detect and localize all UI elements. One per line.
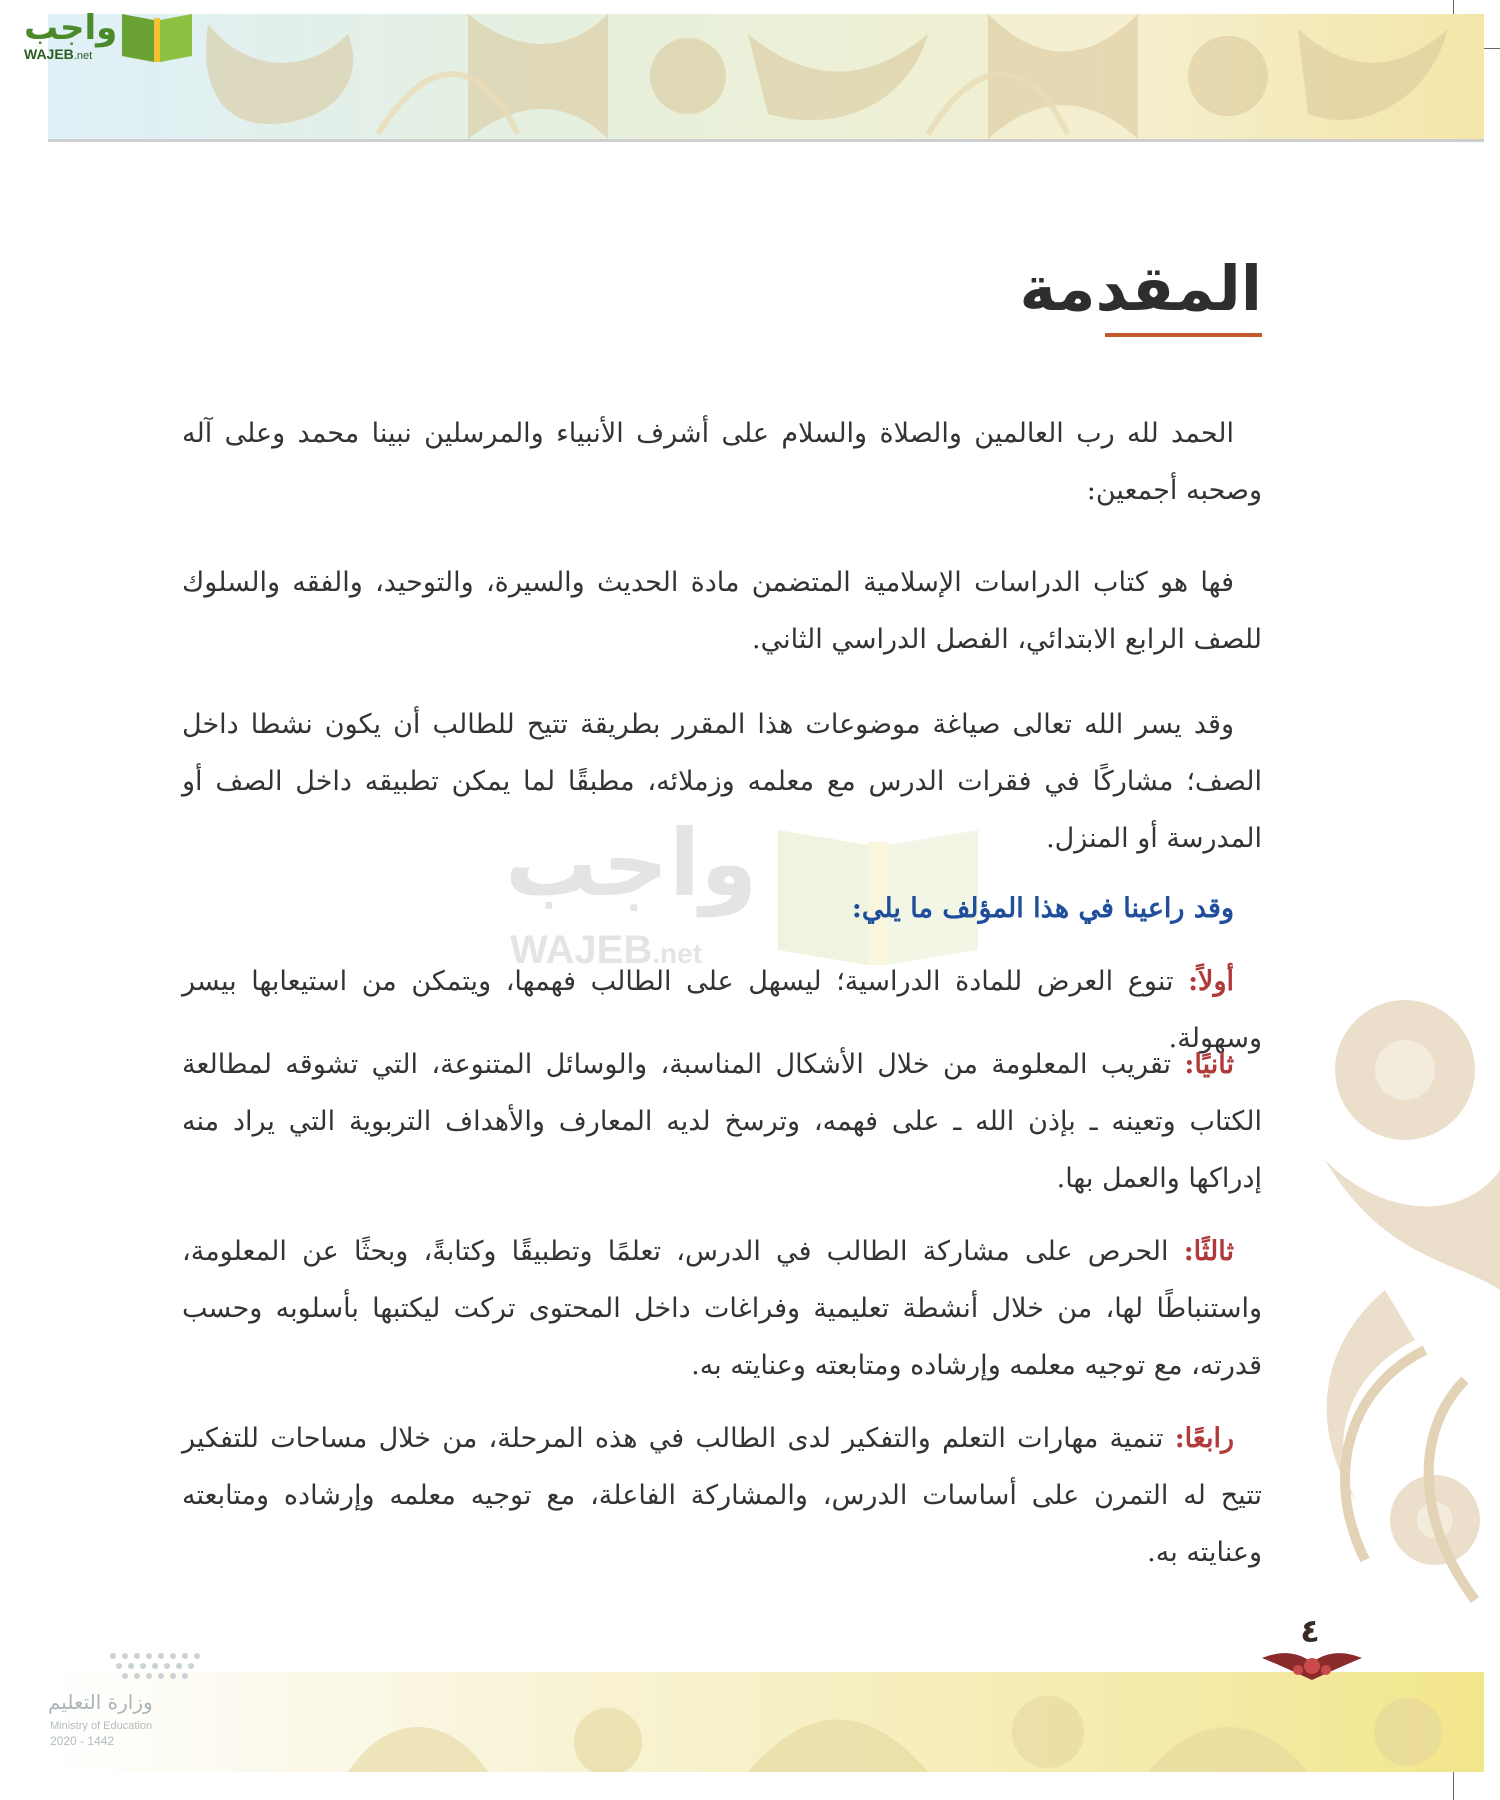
wajeb-logo: [10, 6, 190, 64]
criteria-item-1-text: تنوع العرض للمادة الدراسية؛ ليسهل على الطالب فهمها، ويتمكن من استيعابها بيسر وسهولة.: [182, 966, 1262, 1054]
criteria-item-4: [182, 1410, 1262, 1581]
ministry-name-arabic: وزارة التعليم: [48, 1690, 153, 1714]
logo-latin-main: WAJEB: [24, 46, 74, 62]
logo-latin: [24, 46, 92, 62]
header-banner: [48, 14, 1484, 142]
header-ornament: [48, 14, 1484, 139]
criteria-item-2: [182, 1036, 1262, 1207]
title-underline: [1105, 333, 1262, 337]
logo-latin-suffix: .net: [73, 50, 93, 62]
page-number-ornament: [1262, 1640, 1362, 1690]
criteria-item-1-label: أولاً:: [1188, 966, 1234, 997]
criteria-item-4-text: تنمية مهارات التعلم والتفكير لدى الطالب في هذه المرحلة، من خلال مساحات للتفكير تتيح له التمرن على أساسات الدرس، والمشاركة الفاعلة، مع توجيه معلمه وإرشاده ومتابعته وعنايته به.: [182, 1423, 1262, 1568]
logo-arabic: واجب: [24, 8, 118, 48]
book-icon: [118, 8, 196, 64]
watermark-arabic: واجب: [505, 810, 758, 917]
criteria-item-2-text: تقريب المعلومة من خلال الأشكال المناسبة، والوسائل المتنوعة، التي تشوقه لمطالعة الكتاب وتعينه ـ بإذن الله ـ على فهمه، وترسخ لديه المعارف والأهداف التربوية التي يراد منه إدراكها والعمل بها.: [182, 1049, 1262, 1194]
side-ornament: [1265, 960, 1500, 1660]
intro-paragraph-2: فها هو كتاب الدراسات الإسلامية المتضمن مادة الحديث والسيرة، والتوحيد، والفقه والسلوك للصف الرابع الابتدائي، الفصل الدراسي الثاني.: [182, 567, 1262, 655]
ministry-logo: [48, 1650, 238, 1750]
watermark-latin-main: WAJEB: [510, 928, 653, 972]
criteria-item-2-label: ثانيًا:: [1184, 1049, 1234, 1080]
ministry-year: 2020 - 1442: [50, 1734, 115, 1748]
criteria-item-3-text: الحرص على مشاركة الطالب في الدرس، تعلمًا وتطبيقًا وكتابةً، وبحثًا عن المعلومة، واستنباطًا لها، من خلال أنشطة تعليمية وفراغات داخل المحتوى تركت ليكتبها بأسلوبه وحسب قدرته، مع توجيه معلمه وإرشاده ومتابعته وعنايته به.: [182, 1236, 1262, 1381]
intro-paragraph-1: الحمد لله رب العالمين والصلاة والسلام على أشرف الأنبياء والمرسلين نبينا محمد وعلى آله وصحبه أجمعين:: [182, 418, 1262, 506]
criteria-item-3: [182, 1223, 1262, 1394]
ministry-dots-icon: [103, 1650, 213, 1686]
watermark-latin-suffix: .net: [652, 938, 703, 969]
criteria-item-3-label: ثالثًا:: [1183, 1236, 1234, 1267]
page-title: المقدمة: [1019, 252, 1262, 325]
ministry-name-english: Ministry of Education: [50, 1720, 153, 1732]
criteria-heading: وقد راعينا في هذا المؤلف ما يلي:: [851, 893, 1234, 924]
criteria-item-4-label: رابعًا:: [1174, 1423, 1234, 1454]
page-number: ٤: [1300, 1612, 1320, 1650]
intro-paragraph-3: وقد يسر الله تعالى صياغة موضوعات هذا المقرر بطريقة تتيح للطالب أن يكون نشطا داخل الصف؛ مشاركًا في فقرات الدرس مع معلمه وزملائه، مطبقًا لما يمكن تطبيقه داخل الصف أو المدرسة أو المنزل.: [182, 709, 1262, 854]
